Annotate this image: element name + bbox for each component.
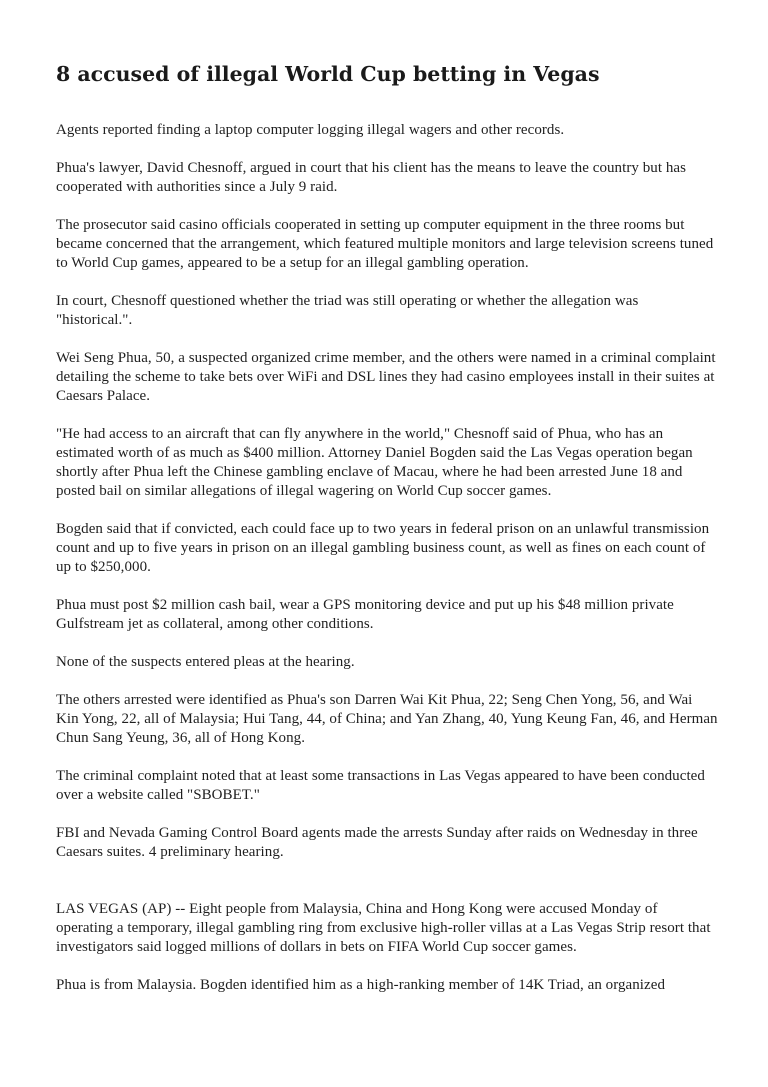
paragraph-3: The prosecutor said casino officials cooperated in setting up computer equipment in the three rooms but became concerned that the arrangement, which featured multiple monitors and large television screens tuned to World Cup games, appeared to be a setup for an illegal gambling operation.: [56, 217, 714, 271]
paragraph-12: FBI and Nevada Gaming Control Board agents made the arrests Sunday after raids on Wednesday in three Caesars suites. 4 preliminary hearing.: [56, 825, 698, 860]
paragraph-4: In court, Chesnoff questioned whether the triad was still operating or whether the allegation was "historical.".: [56, 293, 639, 328]
paragraph-1: Agents reported finding a laptop computer logging illegal wagers and other records.: [56, 122, 565, 138]
article-body: [56, 121, 718, 1014]
paragraph-11: The criminal complaint noted that at least some transactions in Las Vegas appeared to have been conducted over a website called "SBOBET.": [56, 768, 705, 803]
paragraph-2: Phua's lawyer, David Chesnoff, argued in court that his client has the means to leave the country but has cooperated with authorities since a July 9 raid.: [56, 160, 686, 195]
paragraph-10: The others arrested were identified as Phua's son Darren Wai Kit Phua, 22; Seng Chen Yong, 56, and Wai Kin Yong, 22, all of Malaysia; Hui Tang, 44, of China; and Yan Zhang, 40, Yung Keung Fan, 46, and Herman Chun Sang Yeung, 36, all of Hong Kong.: [56, 692, 718, 746]
article-title: 8 accused of illegal World Cup betting in Vegas: [56, 62, 600, 86]
paragraph-5: Wei Seng Phua, 50, a suspected organized crime member, and the others were named in a criminal complaint detailing the scheme to take bets over WiFi and DSL lines they had casino employees install in their suites at Caesars Palace.: [56, 350, 716, 404]
paragraph-6: "He had access to an aircraft that can fly anywhere in the world," Chesnoff said of Phua, who has an estimated worth of as much as $400 million. Attorney Daniel Bogden said the Las Vegas operation began shortly after Phua left the Chinese gambling enclave of Macau, where he had been arrested June 18 and posted bail on similar allegations of illegal wagering on World Cup soccer games.: [56, 426, 693, 499]
paragraph-13: LAS VEGAS (AP) -- Eight people from Malaysia, China and Hong Kong were accused Monday of operating a temporary, illegal gambling ring from exclusive high-roller villas at a Las Vegas Strip resort that investigators said logged millions of dollars in bets on FIFA World Cup soccer games.: [56, 901, 711, 955]
paragraph-14: Phua is from Malaysia. Bogden identified him as a high-ranking member of 14K Triad, an organized: [56, 977, 665, 993]
paragraph-9: None of the suspects entered pleas at the hearing.: [56, 654, 355, 670]
paragraph-8: Phua must post $2 million cash bail, wear a GPS monitoring device and put up his $48 million private Gulfstream jet as collateral, among other conditions.: [56, 597, 674, 632]
paragraph-7: Bogden said that if convicted, each could face up to two years in federal prison on an unlawful transmission count and up to five years in prison on an illegal gambling business count, as well as fines on each count of up to $250,000.: [56, 521, 710, 575]
